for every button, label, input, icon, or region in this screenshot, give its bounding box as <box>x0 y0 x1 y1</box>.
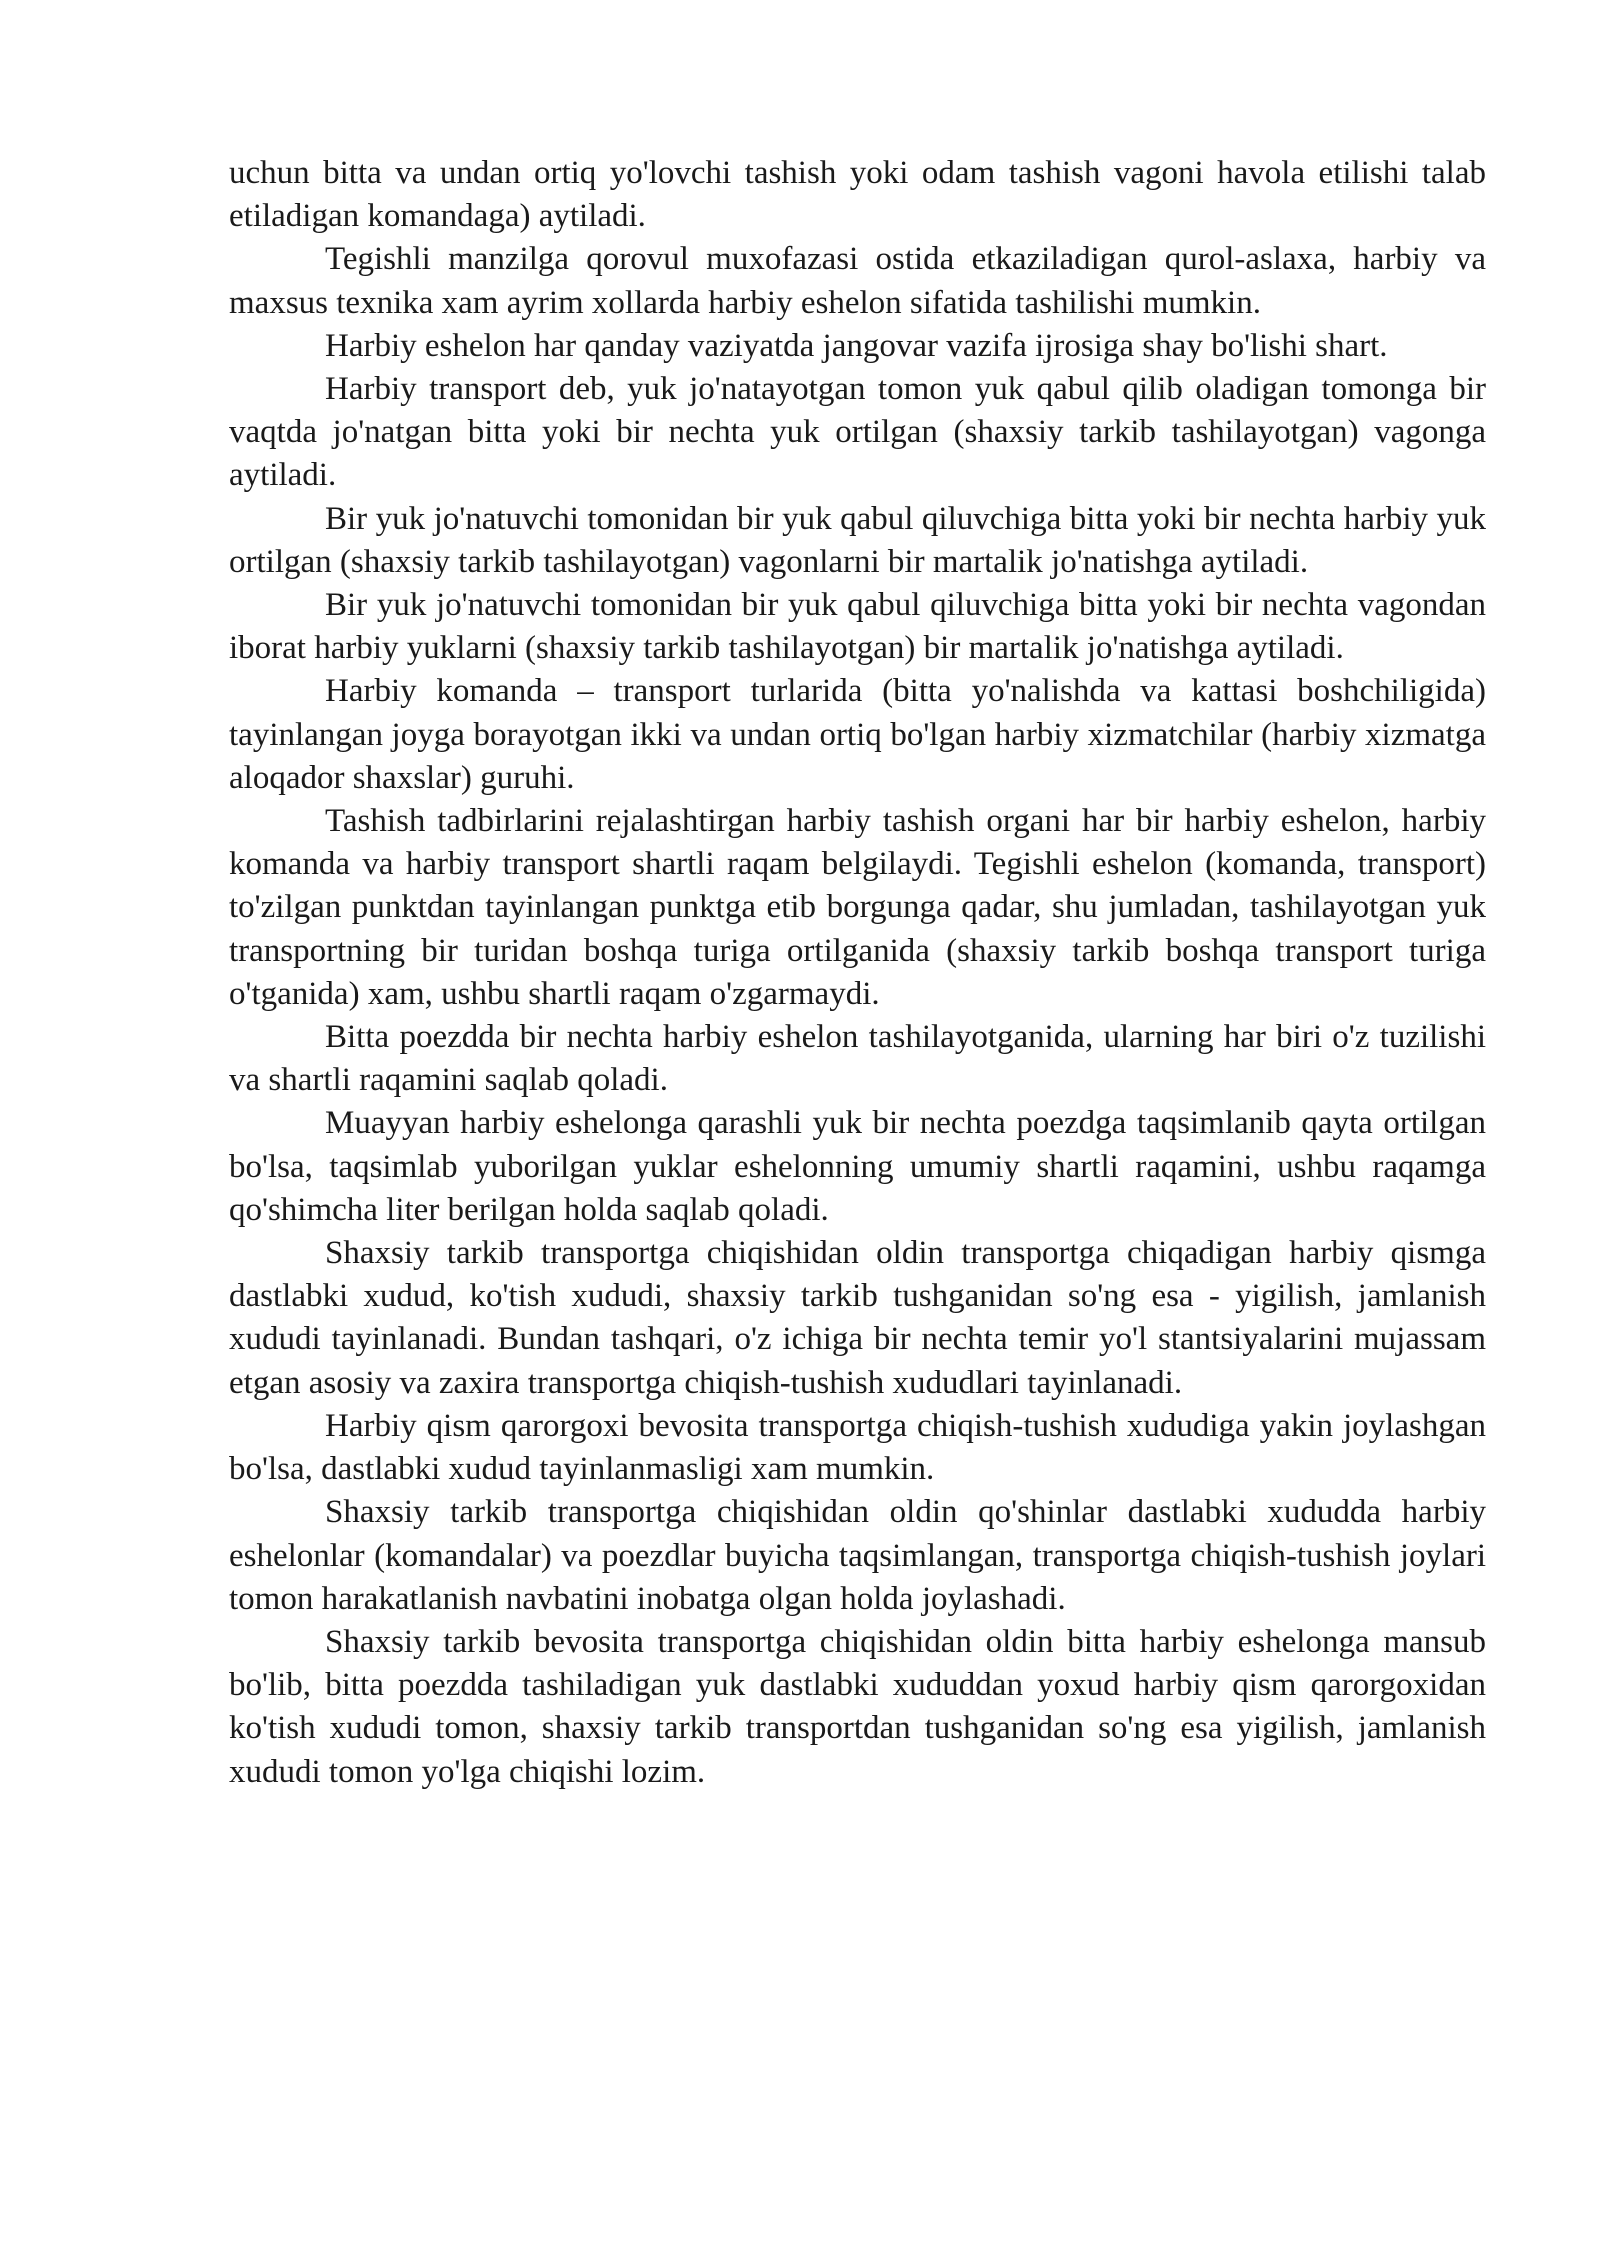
paragraph: Shaxsiy tarkib transportga chiqishidan oldin transportga chiqadigan harbiy qismga dastlabki xudud, ko'tish xududi, shaxsiy tarkib tushganidan so'ng esa - yigilish, jamlanish xududi tayinlanadi. Bundan tashqari, o'z ichiga bir nechta temir yo'l stantsiyalarini mujassam etgan asosiy va zaxira transportga chiqish-tushish xududlari tayinlanadi. <box>229 1235 1486 1401</box>
paragraph: Harbiy transport deb, yuk jo'natayotgan tomon yuk qabul qilib oladigan tomonga bir vaqtda jo'natgan bitta yoki bir nechta yuk ortilgan (shaxsiy tarkib tashilayotgan) vagonga aytiladi. <box>229 371 1486 494</box>
paragraph: Harbiy qism qarorgoxi bevosita transportga chiqish-tushish xududiga yakin joylashgan bo'lsa, dastlabki xudud tayinlanmasligi xam mumkin. <box>229 1407 1486 1488</box>
paragraph: Tashish tadbirlarini rejalashtirgan harbiy tashish organi har bir harbiy eshelon, harbiy komanda va harbiy transport shartli raqam belgilaydi. Tegishli eshelon (komanda, transport) to'zilgan punktdan tayinlangan punktga etib borgunga qadar, shu jumladan, tashilayotgan yuk transportning bir turidan boshqa turiga ortilganida (shaxsiy tarkib boshqa transport turiga o'tganida) xam, ushbu shartli raqam o'zgarmaydi. <box>229 803 1486 1012</box>
paragraph: Harbiy eshelon har qanday vaziyatda jangovar vazifa ijrosiga shay bo'lishi shart. <box>325 327 1388 364</box>
document-page <box>229 152 1486 1794</box>
paragraph: Shaxsiy tarkib transportga chiqishidan oldin qo'shinlar dastlabki xududda harbiy eshelonlar (komandalar) va poezdlar buyicha taqsimlangan, transportga chiqish-tushish joylari tomon harakatlanish navbatini inobatga olgan holda joylashadi. <box>229 1494 1486 1617</box>
paragraph: Bitta poezdda bir nechta harbiy eshelon tashilayotganida, ularning har biri o'z tuzilishi va shartli raqamini saqlab qoladi. <box>229 1019 1486 1099</box>
paragraph: Tegishli manzilga qorovul muxofazasi ostida etkaziladigan qurol-aslaxa, harbiy va maxsus texnika xam ayrim xollarda harbiy eshelon sifatida tashilishi mumkin. <box>229 241 1486 321</box>
paragraph: Muayyan harbiy eshelonga qarashli yuk bir nechta poezdga taqsimlanib qayta ortilgan bo'lsa, taqsimlab yuborilgan yuklar eshelonning umumiy shartli raqamini, ushbu raqamga qo'shimcha liter berilgan holda saqlab qoladi. <box>229 1105 1486 1228</box>
paragraph: Harbiy komanda – transport turlarida (bitta yo'nalishda va kattasi boshchiligida) tayinlangan joyga borayotgan ikki va undan ortiq bo'lgan harbiy xizmatchilar (harbiy xizmatga aloqador shaxslar) guruhi. <box>229 673 1486 796</box>
paragraph-continuation: uchun bitta va undan ortiq yo'lovchi tashish yoki odam tashish vagoni havola etilishi talab etiladigan komandaga) aytiladi. <box>229 155 1486 235</box>
paragraph: Shaxsiy tarkib bevosita transportga chiqishidan oldin bitta harbiy eshelonga mansub bo'lib, bitta poezdda tashiladigan yuk dastlabki xududdan yoxud harbiy qism qarorgoxidan ko'tish xududi tomon, shaxsiy tarkib transportdan tushganidan so'ng esa yigilish, jamlanish xududi tomon yo'lga chiqishi lozim. <box>229 1623 1486 1790</box>
paragraph: Bir yuk jo'natuvchi tomonidan bir yuk qabul qiluvchiga bitta yoki bir nechta vagondan iborat harbiy yuklarni (shaxsiy tarkib tashilayotgan) bir martalik jo'natishga aytiladi. <box>229 587 1486 667</box>
paragraph: Bir yuk jo'natuvchi tomonidan bir yuk qabul qiluvchiga bitta yoki bir nechta harbiy yuk ortilgan (shaxsiy tarkib tashilayotgan) vagonlarni bir martalik jo'natishga aytiladi. <box>229 500 1486 580</box>
